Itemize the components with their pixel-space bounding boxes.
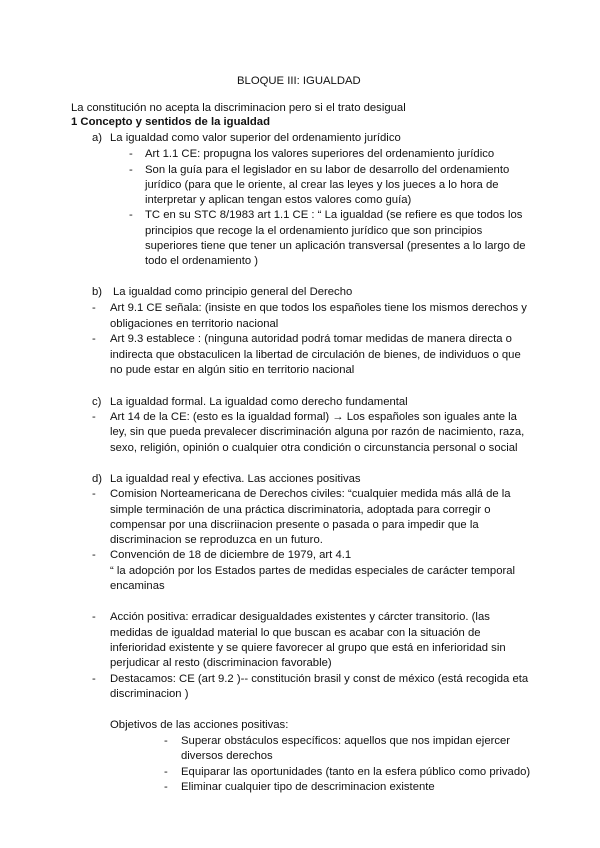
list-item: Art 9.3 establece : (ninguna autoridad podrá tomar medidas de manera directa o <box>110 333 512 345</box>
bullet: - <box>92 549 96 561</box>
list-item-continuation: “ la adopción por los Estados partes de medidas especiales de carácter temporal <box>110 565 516 577</box>
list-item-continuation: compensar por una discriinacion presente o pasada o para impedir que la <box>110 519 479 531</box>
list-item-continuation: interpretar y aplican tengan estos valores como guía) <box>145 194 412 206</box>
list-item-continuation: discriminacion ) <box>110 688 189 700</box>
subsection-b-title: La igualdad como principio general del Derecho <box>113 286 353 298</box>
list-item-continuation: medidas de igualdad material lo que buscan es acabar con la situación de <box>110 627 481 639</box>
list-item: Art 1.1 CE: propugna los valores superiores del ordenamiento jurídico <box>145 148 495 160</box>
list-item-continuation: simple terminación de una práctica discriminatoria, adoptada para corregir o <box>110 504 491 516</box>
bullet: - <box>92 333 96 345</box>
list-item-continuation: discriminacion se reproduzca en un futuro. <box>110 534 323 546</box>
subsection-d-title: La igualdad real y efectiva. Las acciones positivas <box>110 473 361 485</box>
list-item: Equiparar las oportunidades (tanto en la esfera público como privado) <box>181 766 531 778</box>
list-marker-c: c) <box>92 396 102 408</box>
bullet: - <box>92 411 96 423</box>
list-item: Son la guía para el legislador en su labor de desarrollo del ordenamiento <box>145 164 510 176</box>
list-item: Art 9.1 CE señala: (insiste en que todos los españoles tiene los mismos derechos y <box>110 302 527 314</box>
list-item-continuation: diversos derechos <box>181 750 273 762</box>
subsection-c-title: La igualdad formal. La igualdad como derecho fundamental <box>110 396 408 408</box>
list-item-continuation: encaminas <box>110 580 165 592</box>
list-item-continuation: principios que recoge la el ordenamiento jurídico que son principios <box>145 225 483 237</box>
list-item-continuation: obligaciones en territorio nacional <box>110 318 279 330</box>
list-item-continuation: inferioridad existente y se quiere favorecer al grupo que está en inferioridad sin <box>110 642 506 654</box>
intro-text: La constitución no acepta la discriminacion pero si el trato desigual <box>71 102 406 114</box>
list-item-continuation: perjudicar al resto (discriminacion favorable) <box>110 657 332 669</box>
list-item: Acción positiva: erradicar desigualdades existentes y cárcter transitorio. (las <box>110 611 490 623</box>
list-item-continuation: indirecta que obstaculicen la libertad de circulación de bienes, de individuos o que <box>110 349 521 361</box>
list-item: Convención de 18 de diciembre de 1979, art 4.1 <box>110 549 352 561</box>
list-item: Art 14 de la CE: (esto es la igualdad formal) → Los españoles son iguales ante la <box>110 411 517 423</box>
bullet: - <box>92 488 96 500</box>
bullet: - <box>92 673 96 685</box>
list-item-continuation: ley, sin que pueda prevalecer discriminación alguna por razón de nacimiento, raza, <box>110 426 525 438</box>
bullet: - <box>92 302 96 314</box>
document-title: BLOQUE III: IGUALDAD <box>237 75 361 87</box>
bullet: - <box>92 611 96 623</box>
list-marker-d: d) <box>92 473 103 485</box>
bullet: - <box>164 735 168 747</box>
list-item: Comision Norteamericana de Derechos civiles: “cualquier medida más allá de la <box>110 488 511 500</box>
bullet: - <box>164 781 168 793</box>
list-item: Eliminar cualquier tipo de descriminacion existente <box>181 781 435 793</box>
list-item-continuation: jurídico (para que le oriente, al crear las leyes y los jueces a lo hora de <box>145 179 499 191</box>
list-item-continuation: superiores tiene que tener un aplicación transversal (presentes a lo largo de <box>145 240 526 252</box>
list-item: Superar obstáculos específicos: aquellos que nos impidan ejercer <box>181 735 511 747</box>
list-item: Destacamos: CE (art 9.2 )-- constitución brasil y const de méxico (está recogida eta <box>110 673 529 685</box>
bullet: - <box>129 148 133 160</box>
list-item-continuation: no pude estar en algún sitio en territorio nacional <box>110 364 355 376</box>
list-item: TC en su STC 8/1983 art 1.1 CE : “ La igualdad (se refiere es que todos los <box>145 209 523 221</box>
list-marker-b: b) <box>92 286 103 298</box>
list-marker-a: a) <box>92 132 103 144</box>
bullet: - <box>129 209 133 221</box>
objectives-title: Objetivos de las acciones positivas: <box>110 719 289 731</box>
section-heading: 1 Concepto y sentidos de la igualdad <box>71 116 270 128</box>
subsection-a-title: La igualdad como valor superior del ordenamiento jurídico <box>110 132 401 144</box>
bullet: - <box>129 164 133 176</box>
bullet: - <box>164 766 168 778</box>
list-item-continuation: sexo, religión, opinión o cualquier otra condición o circunstancia personal o social <box>110 442 518 454</box>
list-item-continuation: todo el ordenamiento ) <box>145 255 259 267</box>
